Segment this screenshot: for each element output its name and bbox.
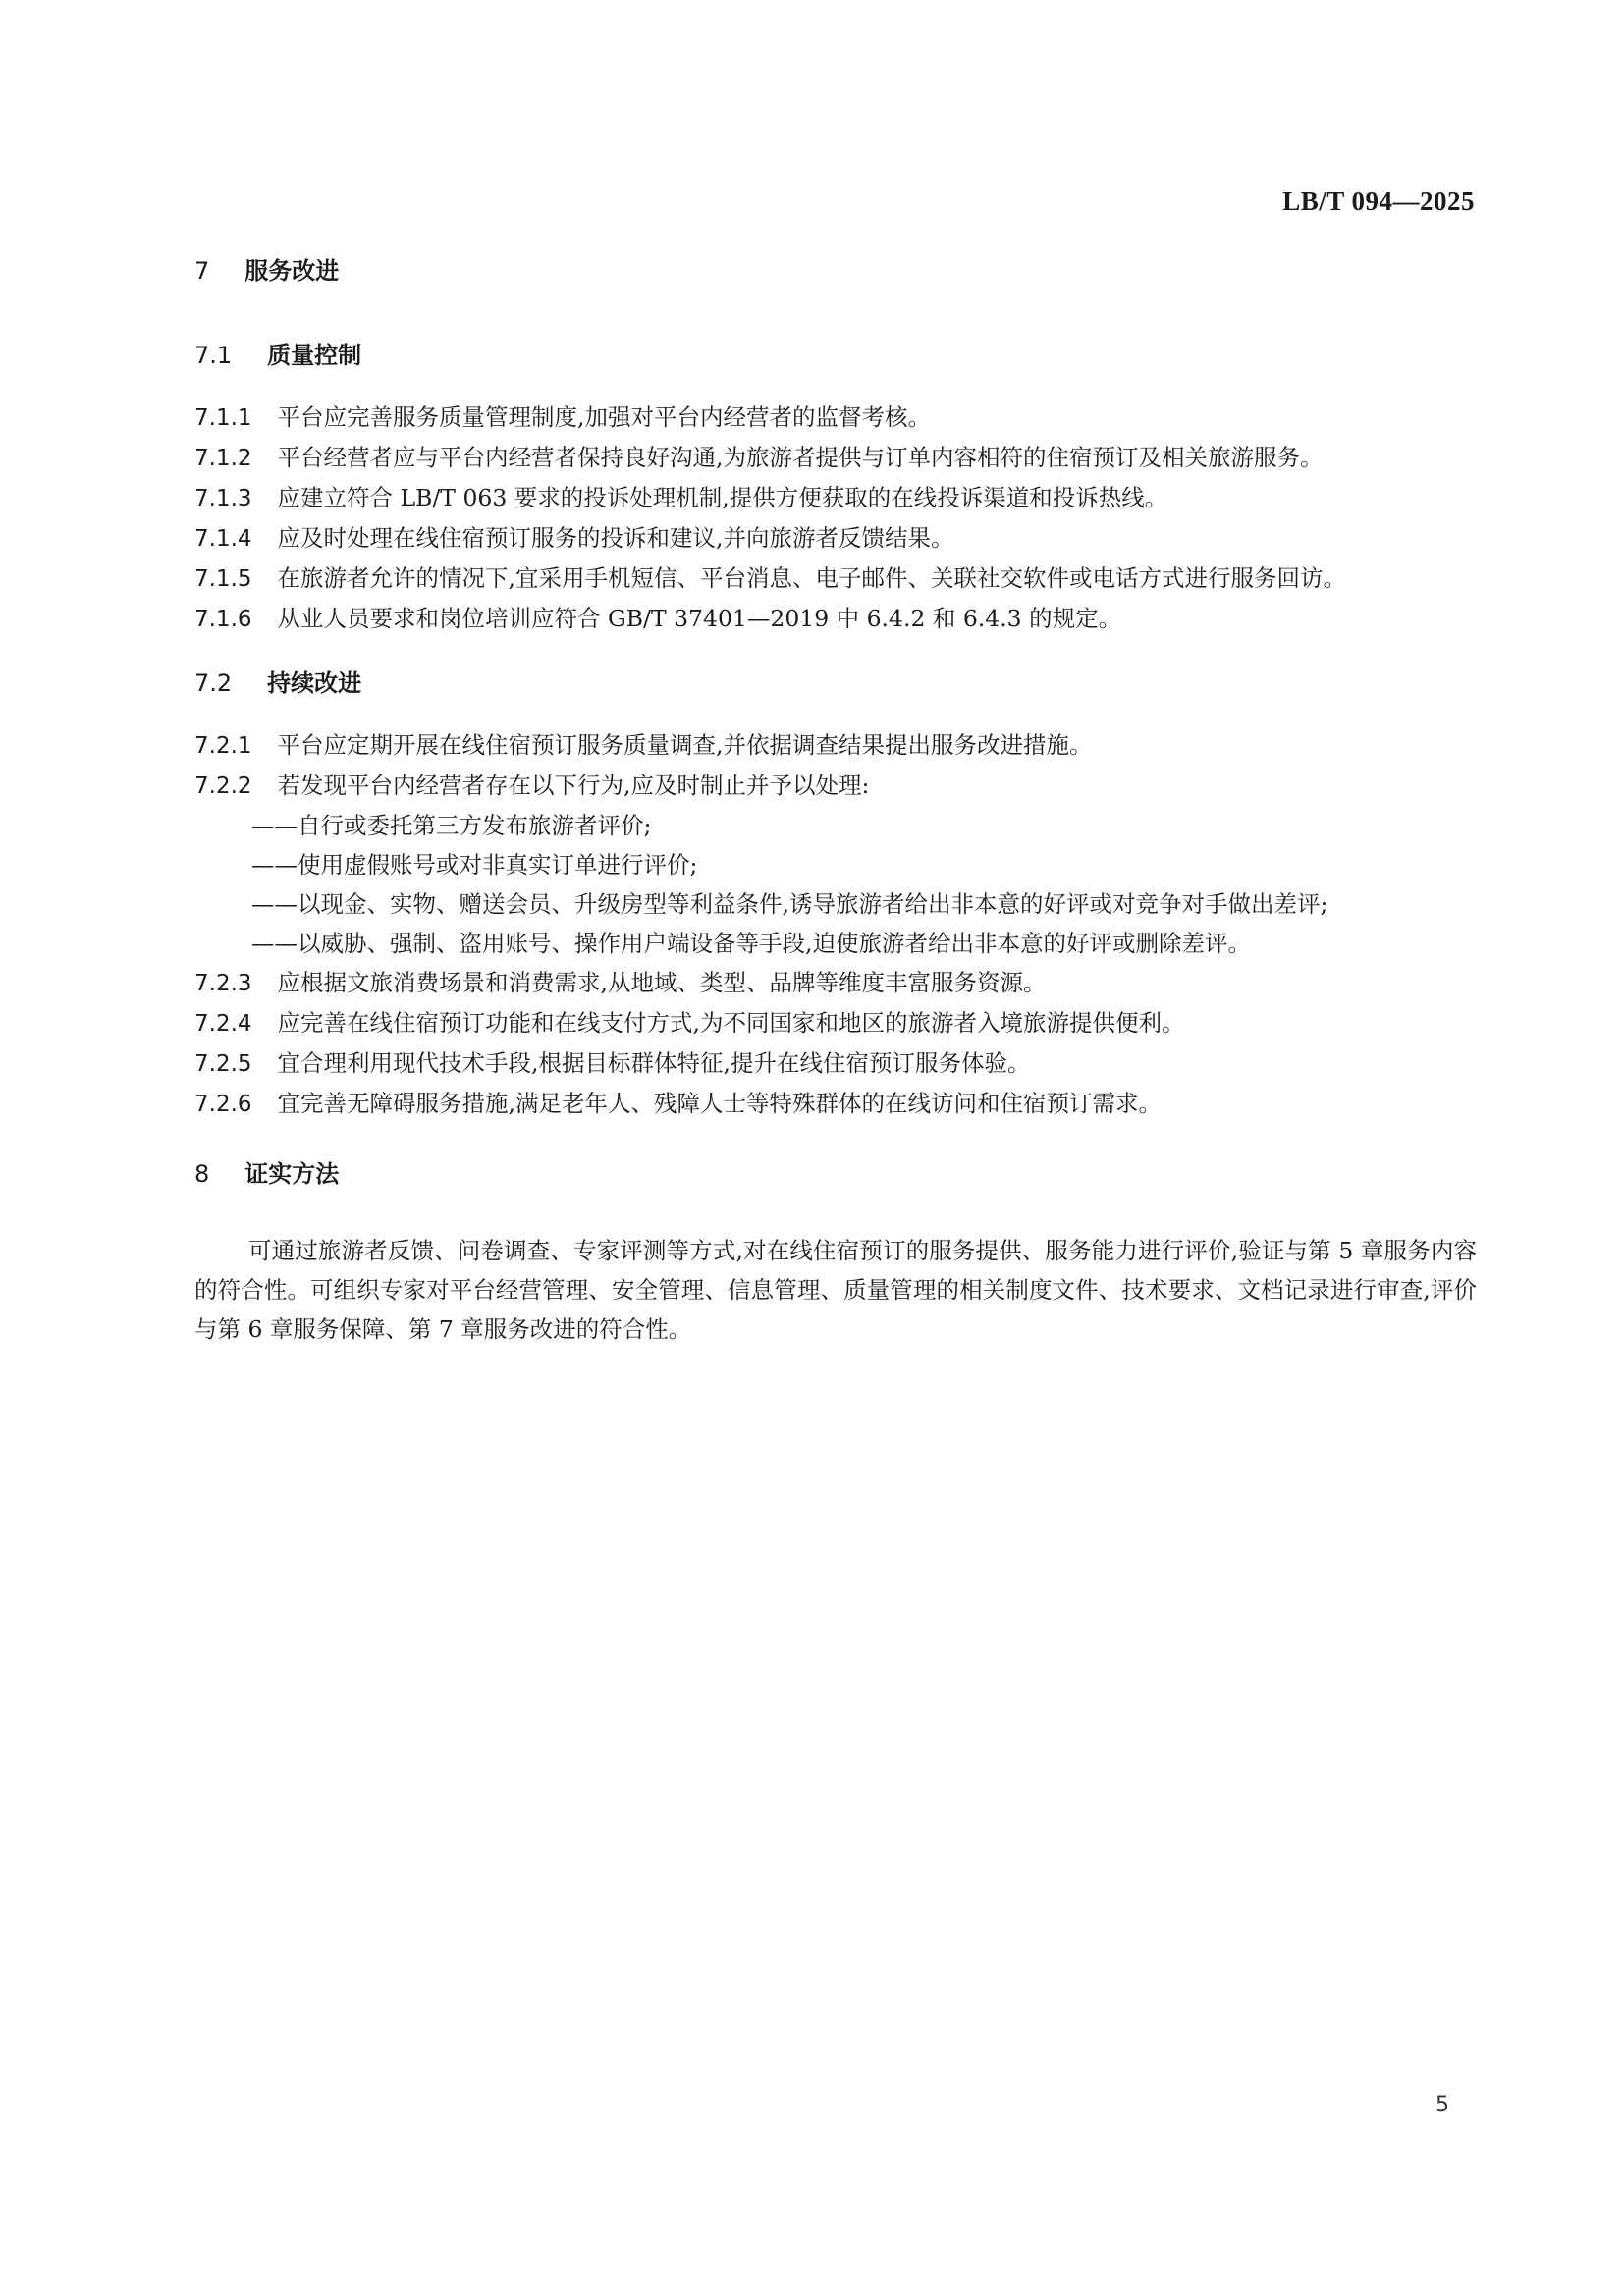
document-body <box>194 253 1477 1349</box>
clause-text: 宜完善无障碍服务措施,满足老年人、残障人士等特殊群体的在线访问和住宿预订需求。 <box>277 1090 1163 1117</box>
clause-7-1-5 <box>194 560 1477 598</box>
clause-7-2-2 <box>194 767 1477 805</box>
clause-number: 7.2.6 <box>194 1092 252 1117</box>
clause-7-2-3 <box>194 964 1477 1002</box>
section-8-paragraph: 可通过旅游者反馈、问卷调查、专家评测等方式,对在线住宿预订的服务提供、服务能力进行评价,验证与第 5 章服务内容的符合性。可组织专家对平台经营管理、安全管理、信息管理、质量管理的相关制度文件、技术要求、文档记录进行审查,评价与第 6 章服务保障、第 7 章服务改进的符合性。 <box>194 1237 1477 1343</box>
clause-text: 平台应定期开展在线住宿预订服务质量调查,并依据调查结果提出服务改进措施。 <box>277 731 1093 759</box>
clause-7-1-4 <box>194 519 1477 558</box>
clause-number: 7.2.2 <box>194 774 252 799</box>
page-number: 5 <box>1435 2093 1449 2117</box>
list-item: ——使用虚假账号或对非真实订单进行评价; <box>251 851 698 879</box>
clause-number: 7.2.3 <box>194 971 252 996</box>
section-title: 证实方法 <box>244 1160 340 1188</box>
clause-text: 若发现平台内经营者存在以下行为,应及时制止并予以处理: <box>277 772 870 799</box>
clause-7-2-4 <box>194 1004 1477 1042</box>
clause-number: 7.1.5 <box>194 566 252 592</box>
clause-number: 7.2.5 <box>194 1051 252 1077</box>
subsection-7-1-heading <box>194 338 1477 373</box>
clause-7-1-1 <box>194 399 1477 437</box>
clause-number: 7.1.4 <box>194 526 252 552</box>
clause-text: 应及时处理在线住宿预订服务的投诉和建议,并向旅游者反馈结果。 <box>277 524 954 552</box>
list-item: ——以威胁、强制、盗用账号、操作用户端设备等手段,迫使旅游者给出非本意的好评或删除差评。 <box>251 930 1251 957</box>
standard-code-header: LB/T 094—2025 <box>1282 187 1475 216</box>
clause-7-1-3 <box>194 479 1477 517</box>
clause-7-2-1 <box>194 726 1477 765</box>
section-number: 7 <box>194 257 210 285</box>
subsection-number: 7.1 <box>194 342 233 369</box>
section-number: 8 <box>194 1160 210 1188</box>
clause-text: 平台经营者应与平台内经营者保持良好沟通,为旅游者提供与订单内容相符的住宿预订及相关旅游服务。 <box>277 444 1324 471</box>
list-item: ——自行或委托第三方发布旅游者评价; <box>251 812 652 839</box>
clause-7-1-6 <box>194 600 1477 638</box>
section-title: 服务改进 <box>244 257 340 285</box>
clause-text: 应根据文旅消费场景和消费需求,从地域、类型、品牌等维度丰富服务资源。 <box>277 969 1047 996</box>
clause-text: 从业人员要求和岗位培训应符合 GB/T 37401—2019 中 6.4.2 和 6.4.3 的规定。 <box>277 605 1122 632</box>
subsection-title: 持续改进 <box>267 669 362 697</box>
clause-7-2-6 <box>194 1085 1477 1123</box>
clause-number: 7.1.6 <box>194 607 252 632</box>
clause-text: 宜合理利用现代技术手段,根据目标群体特征,提升在线住宿预订服务体验。 <box>277 1049 1031 1077</box>
clause-7-2-5 <box>194 1044 1477 1083</box>
clause-number: 7.2.1 <box>194 733 252 759</box>
clause-number: 7.2.4 <box>194 1011 252 1037</box>
list-item: ——以现金、实物、赠送会员、升级房型等利益条件,诱导旅游者给出非本意的好评或对竞争对手做出差评; <box>251 890 1328 918</box>
clause-number: 7.1.3 <box>194 486 252 511</box>
subsection-title: 质量控制 <box>267 342 362 369</box>
clause-number: 7.1.1 <box>194 405 252 431</box>
section-7-heading <box>194 253 1477 289</box>
clause-number: 7.1.2 <box>194 446 252 471</box>
clause-text: 平台应完善服务质量管理制度,加强对平台内经营者的监督考核。 <box>277 403 932 431</box>
clause-text: 应完善在线住宿预订功能和在线支付方式,为不同国家和地区的旅游者入境旅游提供便利。 <box>277 1009 1185 1037</box>
subsection-7-2-heading <box>194 666 1477 701</box>
clause-7-1-2 <box>194 439 1477 477</box>
section-8-heading <box>194 1156 1477 1192</box>
subsection-number: 7.2 <box>194 669 233 697</box>
clause-text: 在旅游者允许的情况下,宜采用手机短信、平台消息、电子邮件、关联社交软件或电话方式进行服务回访。 <box>277 564 1346 592</box>
clause-text: 应建立符合 LB/T 063 要求的投诉处理机制,提供方便获取的在线投诉渠道和投诉热线。 <box>277 484 1168 511</box>
